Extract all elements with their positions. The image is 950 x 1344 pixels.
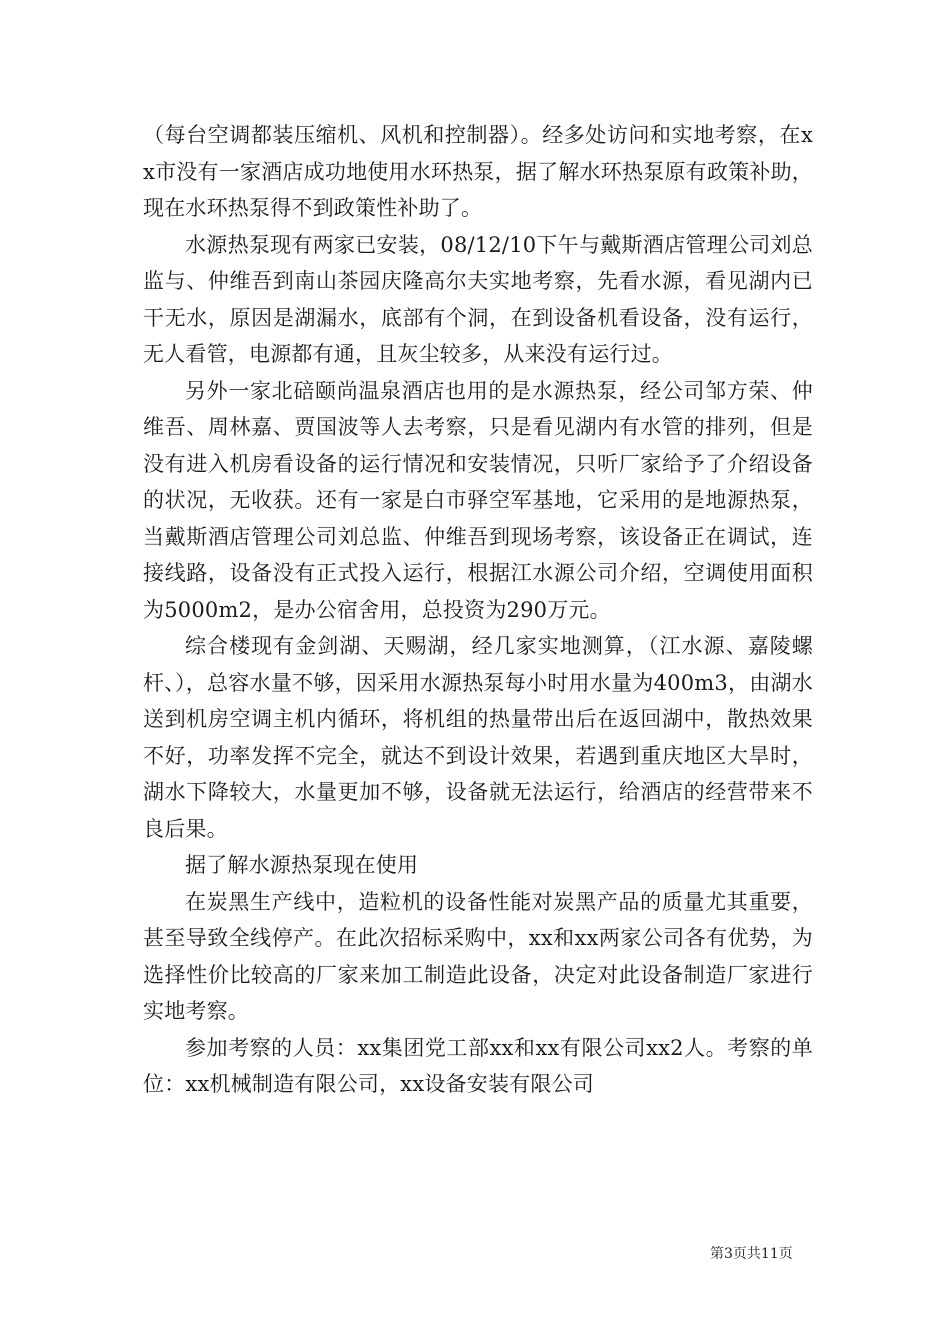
paragraph-3: 另外一家北碚颐尚温泉酒店也用的是水源热泵，经公司邹方荣、仲维吾、周林嘉、贾国波等人去考察，只是看见湖内有水管的排列，但是没有进入机房看设备的运行情况和安装情况，只听厂家给予了介绍设备的状况，无收获。还有一家是白市驿空军基地，它采用的是地源热泵，当戴斯酒店管理公司刘总监、仲维吾到现场考察，该设备正在调试，连接线路，设备没有正式投入运行，根据江水源公司介绍，空调使用面积为5000m2，是办公宿舍用，总投资为290万元。 [143, 378, 813, 622]
paragraph-6: 在炭黑生产线中，造粒机的设备性能对炭黑产品的质量尤其重要，甚至导致全线停产。在此次招标采购中，xx和xx两家公司各有优势，为选择性价比较高的厂家来加工制造此设备，决定对此设备制造厂家进行实地考察。 [143, 889, 813, 1023]
paragraph-5: 据了解水源热泵现在使用 [185, 853, 419, 877]
paragraph-2: 水源热泵现有两家已安装，08/12/10下午与戴斯酒店管理公司刘总监与、仲维吾到南山茶园庆隆高尔夫实地考察，先看水源，看见湖内已干无水，原因是湖漏水，底部有个洞，在到设备机看设备，没有运行，无人看管，电源都有通，且灰尘较多，从来没有运行过。 [143, 232, 813, 366]
paragraph-7: 参加考察的人员：xx集团党工部xx和xx有限公司xx2人。考察的单位：xx机械制造有限公司，xx设备安装有限公司 [143, 1035, 813, 1096]
paragraph-4: 综合楼现有金剑湖、天赐湖，经几家实地测算，（江水源、嘉陵螺杆、），总容水量不够，因采用水源热泵每小时用水量为400m3，由湖水送到机房空调主机内循环，将机组的热量带出后在返回湖中，散热效果不好，功率发挥不完全，就达不到设计效果，若遇到重庆地区大旱时，湖水下降较大，水量更加不够，设备就无法运行，给酒店的经营带来不良后果。 [143, 634, 813, 841]
page-number-footer: 第3页共11页 [710, 1246, 793, 1262]
paragraph-1: （每台空调都装压缩机、风机和控制器）。经多处访问和实地考察，在xx市没有一家酒店成功地使用水环热泵，据了解水环热泵原有政策补助，现在水环热泵得不到政策性补助了。 [143, 123, 813, 220]
document-body [143, 117, 813, 1103]
